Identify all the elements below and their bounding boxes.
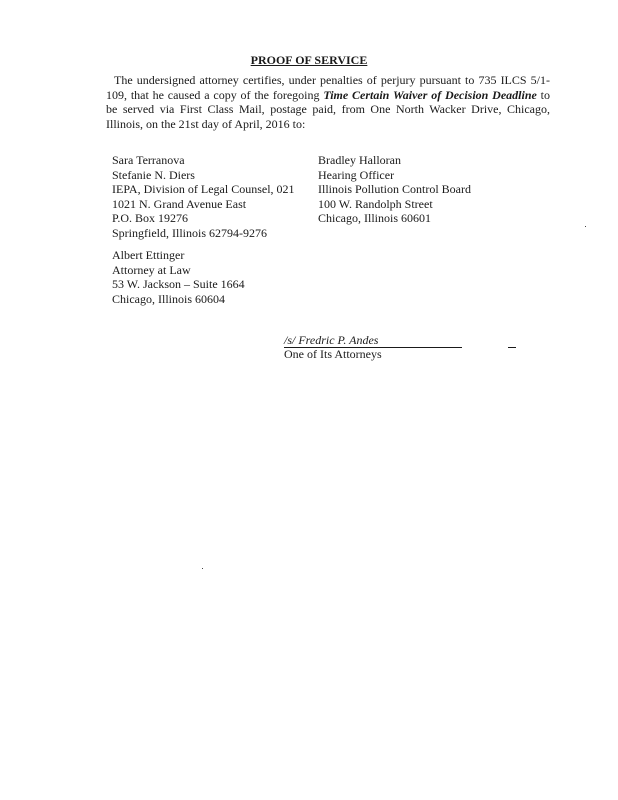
certification-text-before: The undersigned attorney certifies, under penalties of perjury pursuant to 735 ILCS 5/1-109, that he caused a copy of the foregoing (106, 73, 550, 102)
address-line: Attorney at Law (112, 262, 191, 277)
scan-speck (202, 568, 203, 569)
address-line: P.O. Box 19276 (112, 211, 189, 226)
signature-role: One of Its Attorneys (284, 347, 382, 361)
signature-line-tail (508, 333, 516, 348)
address-line: Springfield, Illinois 62794-9276 (112, 225, 267, 240)
address-line: Illinois Pollution Control Board (318, 182, 472, 197)
address-line: 53 W. Jackson – Suite 1664 (112, 277, 245, 292)
recipient-block-ettinger (112, 248, 245, 306)
address-line: Hearing Officer (318, 167, 395, 182)
address-line: 1021 N. Grand Avenue East (112, 196, 247, 211)
recipient-block-hearing-officer (318, 153, 471, 226)
address-line: Albert Ettinger (112, 248, 185, 262)
address-line: Chicago, Illinois 60601 (318, 211, 431, 226)
address-line: IEPA, Division of Legal Counsel, 021 (112, 182, 295, 197)
certification-text-after: to be served via First Class Mail, postage paid, from One North Wacker Drive, Chicago, Illinois, on the 21st day of April, 2016 to: (106, 87, 550, 131)
signature-line: /s/ Fredric P. Andes (284, 333, 462, 348)
address-line: Stefanie N. Diers (112, 167, 195, 182)
document-name: Time Certain Waiver of Decision Deadline (323, 87, 537, 102)
address-line: Chicago, Illinois 60604 (112, 291, 225, 306)
recipient-block-iepa (112, 153, 295, 241)
address-line: Bradley Halloran (318, 153, 401, 167)
certification-paragraph (106, 73, 550, 131)
scan-speck (585, 226, 586, 227)
address-line: 100 W. Randolph Street (318, 196, 433, 211)
page-title: PROOF OF SERVICE (250, 53, 368, 67)
address-line: Sara Terranova (112, 153, 185, 167)
